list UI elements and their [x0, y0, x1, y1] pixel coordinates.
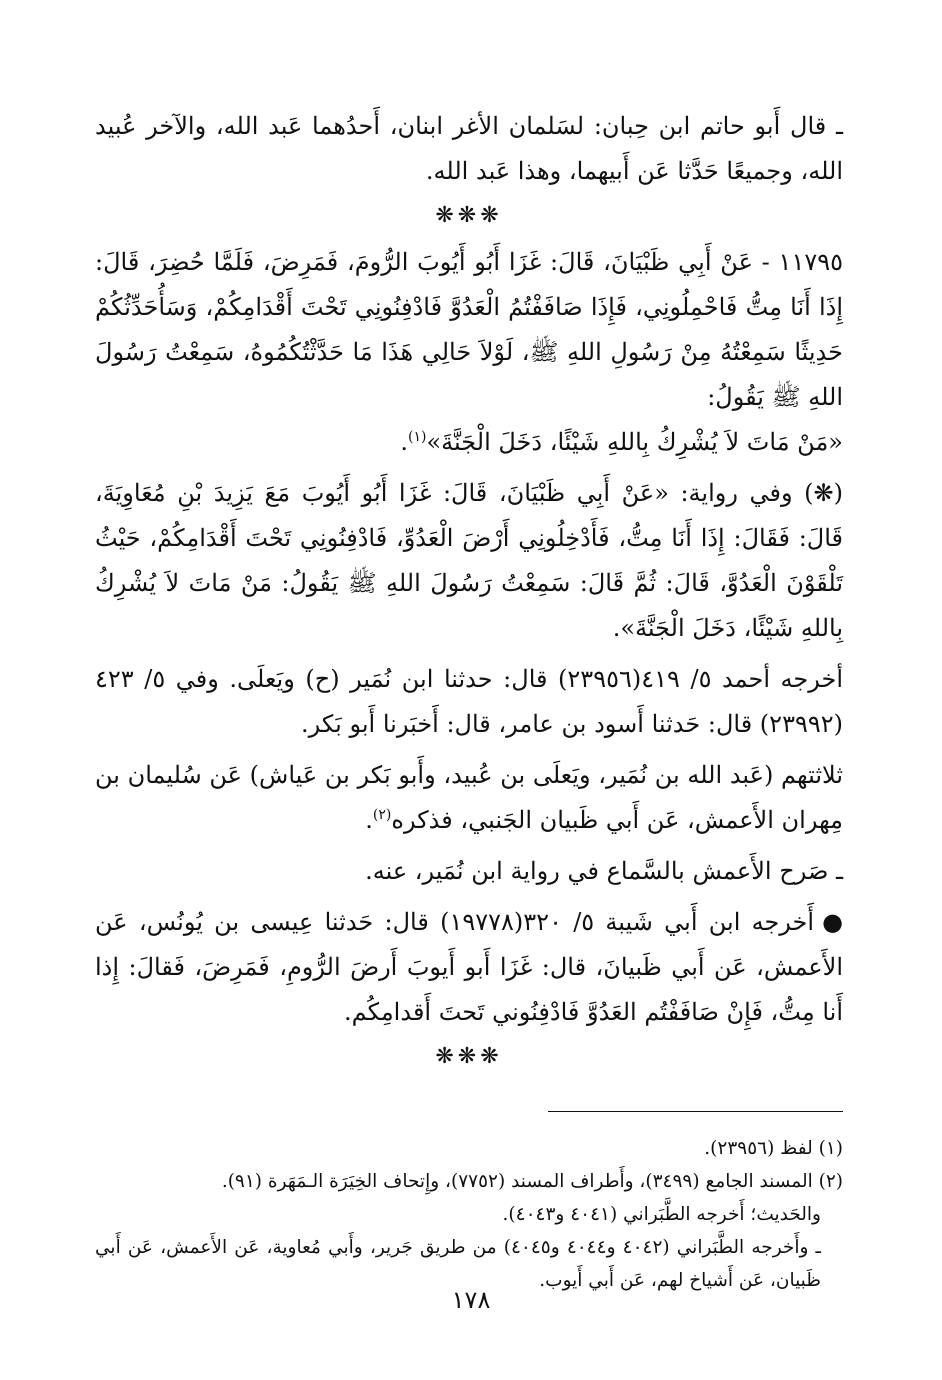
footnote-2: (٢) المسند الجامع (٣٤٩٩)، وأَطراف المسند (٧٧٥٢)، وإِتحاف الخِيَرَة الـمَهَرة (٩١).	[221, 1171, 843, 1192]
takhrij-chain-text: ثلاثتهم (عَبد الله بن نُمَير، ويَعلَى بن عُبيد، وأَبو بَكر بن عَياش) عَن سُليمان بن مِهران الأَعمش، عَن أَبي ظَبيان الجَنبي، فذكره	[95, 761, 843, 834]
bullet-icon: ●	[822, 908, 844, 936]
footnote-divider	[548, 1111, 843, 1112]
section-separator-end: ❋❋❋	[435, 1044, 503, 1069]
footnote-1: (١) لفظ (٢٣٩٥٦).	[704, 1138, 843, 1159]
takhrij-chain: ثلاثتهم (عَبد الله بن نُمَير، ويَعلَى بن عُبيد، وأَبو بَكر بن عَياش) عَن سُليمان بن مِهران الأَعمش، عَن أَبي ظَبيان الجَنبي، فذكره$^{(٢)}$.	[95, 761, 843, 834]
intro-note: ـ قال أَبو حاتم ابن حِبان: لسَلمان الأغر ابنان، أَحدُهما عَبد الله، والآخر عُبيد الله، وجميعًا حَدَّثا عَن أَبيهما، وهذا عَبد الله.	[95, 112, 843, 185]
hadith-quote-text: «مَنْ مَاتَ لاَ يُشْرِكُ بِاللهِ شَيْئًا، دَخَلَ الْجَنَّةَ»	[426, 428, 843, 456]
footnote-2-tabarani: ـ وأَخرجه الطَّبَراني (٤٠٤٢ و٤٠٤٤ و٤٠٤٥) من طريق جَرير، وأَبي مُعاوية، عَن الأَعمش، عَن أَبي ظَبيان، عَن أَشياخ لهم، عَن أَبي أَيوب.	[95, 1237, 821, 1291]
hadith-text: ١١٧٩٥ - عَنْ أَبِي ظَبْيَانَ، قَالَ: غَزَا أَبُو أَيُوبَ الرُّومَ، فَمَرِضَ، فَلَمَّا حُضِرَ، قَالَ: إِذَا أَنَا مِتُّ فَاحْمِلُونِي، فَإِذَا صَافَفْتُمُ الْعَدُوَّ فَادْفِنُونِي تَحْتَ أَقْدَامِكُمْ، وَسَأُحَدِّثُكُمْ حَدِيثًا سَمِعْتُهُ مِنْ رَسُولِ اللهِ ﷺ، لَوْلاَ حَالِي هَذَا مَا حَدَّثْتُكُمُوهُ، سَمِعْتُ رَسُولَ اللهِ ﷺ يَقُولُ:	[95, 248, 843, 411]
takhrij-ibn-abi-shayba-text: أَخرجه ابن أَبي شَيبة ٥/ ٣٢٠(١٩٧٧٨) قال: حَدثنا عِيسى بن يُونُس، عَن الأَعمش، عَن أَبي ظَبيانَ، قال: غَزَا أَبو أَيوبَ أَرضَ الرُّومِ، فَمَرِضَ، فَقالَ: إِذا أَنا مِتُّ، فَإِنْ صَافَفْتُم العَدُوَّ فَادْفِنُوني تَحتَ أَقدامِكُم.	[95, 908, 843, 1026]
page-body	[95, 104, 843, 1297]
takhrij-ibn-abi-shayba	[95, 900, 843, 1035]
footnote-ref-2: (٢)	[372, 807, 392, 823]
hadith-quote: «مَنْ مَاتَ لاَ يُشْرِكُ بِاللهِ شَيْئًا، دَخَلَ الْجَنَّةَ»$^{(١)}$.	[400, 428, 843, 456]
page-number: ١٧٨	[451, 1286, 491, 1314]
section-separator: ❋❋❋	[435, 203, 503, 228]
footnote-2-continuation: والحَديث؛ أَخرجه الطَّبَراني (٤٠٤١ و٤٠٤٣).	[502, 1204, 821, 1225]
footnote-ref-1: (١)	[408, 429, 427, 445]
takhrij-samaa: ـ صَرح الأَعمش بالسَّماع في رواية ابن نُمَير، عنه.	[365, 857, 843, 885]
takhrij-ahmad: أخرجه أحمد ٥/ ٤١٩(٢٣٩٥٦) قال: حدثنا ابن نُمَير (ح) ويَعلَى. وفي ٥/ ٤٢٣ (٢٣٩٩٢) قال: حَدثنا أَسود بن عامر، قال: أَخبَرنا أَبو بَكر.	[95, 665, 843, 738]
riwaya-text: (❋) وفي رواية: «عَنْ أَبِي ظَبْيَانَ، قَالَ: غَزَا أَبُو أَيُوبَ مَعَ يَزِيدَ بْنِ مُعَاوِيَةَ، قَالَ: فَقَالَ: إِذَا أَنَا مِتُّ، فَأَدْخِلُونِي أَرْضَ الْعَدُوِّ، فَادْفِنُونِي تَحْتَ أَقْدَامِكُمْ، حَيْثُ تَلْقَوْنَ الْعَدُوَّ، قَالَ: ثُمَّ قَالَ: سَمِعْتُ رَسُولَ اللهِ ﷺ يَقُولُ: مَنْ مَاتَ لاَ يُشْرِكُ بِاللهِ شَيْئًا، دَخَلَ الْجَنَّةَ».	[95, 479, 844, 642]
